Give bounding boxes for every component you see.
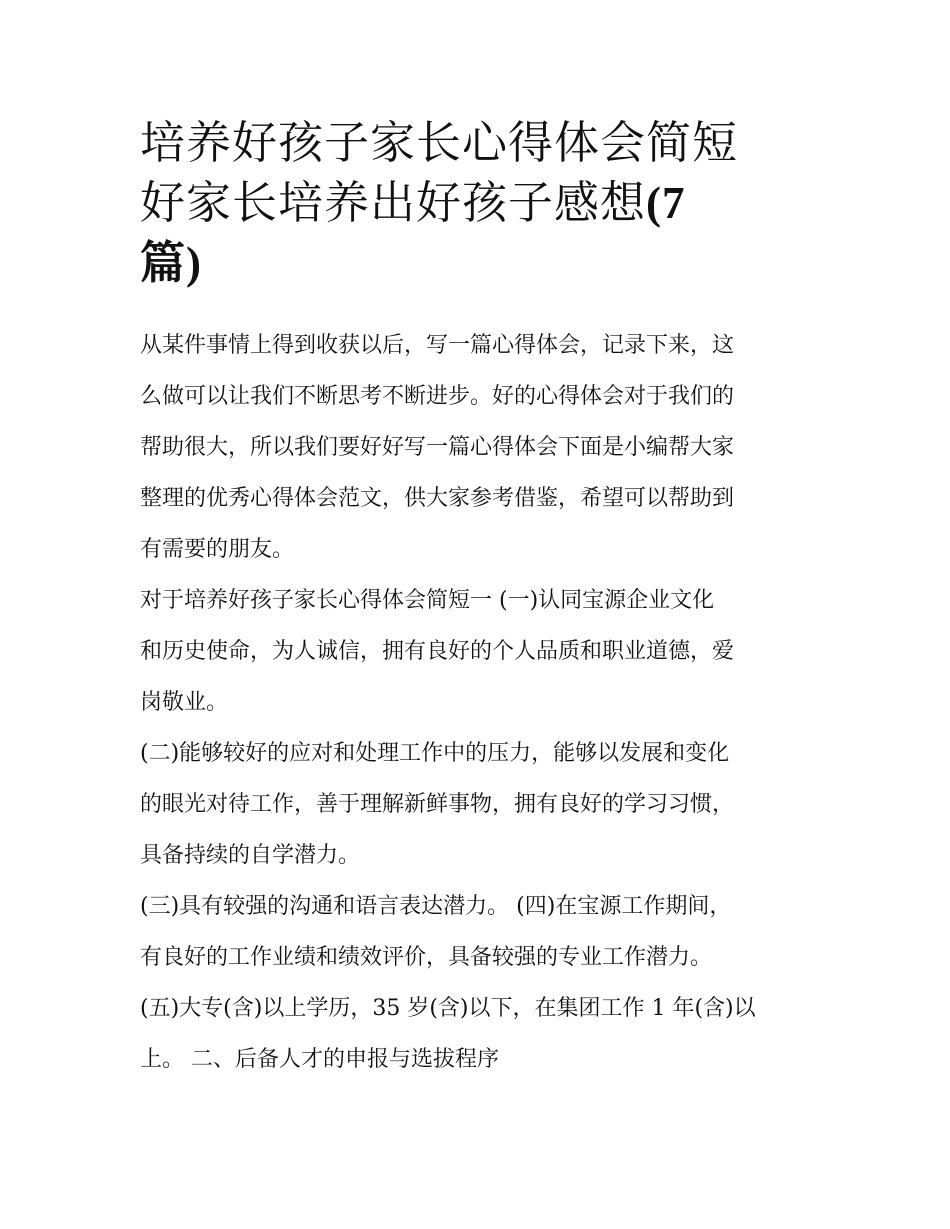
paragraph-line: 整理的优秀心得体会范文，供大家参考借鉴，希望可以帮助到 <box>140 486 735 511</box>
paragraph-line: 有需要的朋友。 <box>140 537 295 562</box>
paragraph-line: 帮助很大，所以我们要好好写一篇心得体会下面是小编帮大家 <box>140 435 735 460</box>
paragraph-line: 对于培养好孩子家长心得体会简短一 (一)认同宝源企业文化 <box>140 588 715 613</box>
title-line <box>140 173 812 233</box>
paragraph-line: (五)大专(含)以上学历，35 岁(含)以下，在集团工作 1 年(含)以 <box>140 996 756 1021</box>
paragraph-line: 上。 二、后备人才的申报与选拔程序 <box>140 1047 499 1072</box>
paragraph-line: 具备持续的自学潜力。 <box>140 843 361 868</box>
paragraph-line: 有良好的工作业绩和绩效评价，具备较强的专业工作潜力。 <box>140 945 713 970</box>
document-content <box>140 113 812 1085</box>
document-body <box>140 320 812 1085</box>
paragraph-line: 和历史使命，为人诚信，拥有良好的个人品质和职业道德，爱 <box>140 639 735 664</box>
title-line: 培养好孩子家长心得体会简短 <box>140 116 739 169</box>
paragraph-line: 么做可以让我们不断思考不断进步。好的心得体会对于我们的 <box>140 384 735 409</box>
title-line: 篇) <box>140 238 202 288</box>
paragraph-line: 的眼光对待工作，善于理解新鲜事物，拥有良好的学习习惯， <box>140 792 735 817</box>
paragraph-line: (三)具有较强的沟通和语言表达潜力。 (四)在宝源工作期间， <box>140 894 732 919</box>
title-count-suffix: (7 <box>646 178 686 228</box>
paragraph-line: 从某件事情上得到收获以后，写一篇心得体会，记录下来，这 <box>140 333 735 358</box>
paragraph-line: 岗敬业。 <box>140 690 229 715</box>
title-line-text: 好家长培养出好孩子感想 <box>140 176 647 229</box>
document-title <box>140 113 812 293</box>
paragraph-line: (二)能够较好的应对和处理工作中的压力，能够以发展和变化 <box>140 741 730 766</box>
